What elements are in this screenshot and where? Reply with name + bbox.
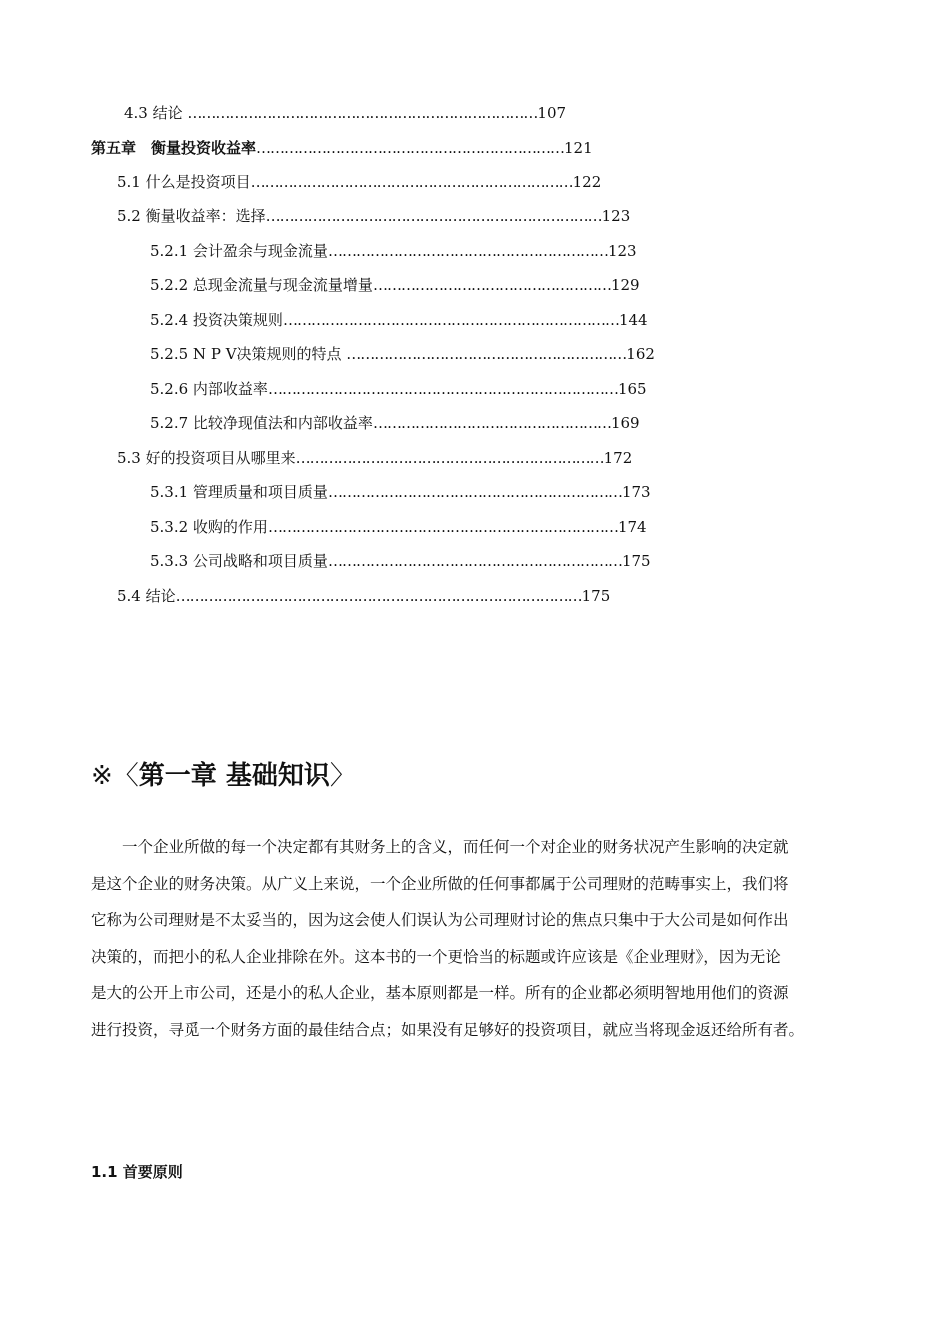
- paragraph-line: 它称为公司理财是不太妥当的，因为这会使人们误认为公司理财讨论的焦点只集中于大公司是如何作出: [91, 911, 789, 929]
- toc-page: 172: [603, 449, 633, 467]
- toc-label: 5.2.4 投资决策规则: [150, 311, 283, 329]
- toc-page: 123: [601, 207, 631, 225]
- chapter-title-text: 第一章 基础知识: [138, 761, 330, 791]
- toc-page: 123: [607, 242, 637, 260]
- toc-page: 129: [610, 276, 640, 294]
- toc-page: 174: [617, 518, 647, 536]
- paragraph-line: 是大的公开上市公司，还是小的私人企业，基本原则都是一样。所有的企业都必须明智地用他们的资源: [91, 984, 789, 1002]
- toc-page: 107: [537, 104, 567, 122]
- toc-page: 173: [621, 483, 651, 501]
- toc-entry-chapter[interactable]: [91, 138, 593, 158]
- toc-leader: ……………………………………………………………………………: [175, 587, 582, 605]
- paragraph-line: 决策的，而把小的私人企业排除在外。这本书的一个更恰当的标题或许应该是《企业理财》，因为无论: [91, 947, 781, 966]
- toc-leader: ……………………………………………………………: [250, 173, 573, 191]
- toc-leader: …………………………………………………………: [256, 139, 565, 157]
- paragraph-line: 一个企业所做的每一个决定都有其财务上的含义，而任何一个对企业的财务状况产生影响的决定就: [91, 838, 789, 856]
- chapter-heading: [91, 756, 356, 796]
- toc-entry[interactable]: [117, 586, 610, 606]
- toc-page: 175: [581, 587, 611, 605]
- toc-page: 162: [626, 345, 655, 363]
- toc-entry[interactable]: [150, 482, 651, 502]
- toc-leader: ……………………………………………………: [346, 345, 627, 363]
- toc-leader: …………………………………………………………: [295, 449, 604, 467]
- toc-label: 5.2 衡量收益率：选择: [117, 207, 266, 225]
- toc-label: 5.2.6 内部收益率: [150, 380, 268, 398]
- toc-page: 175: [621, 552, 651, 570]
- toc-leader: ……………………………………………………: [327, 242, 608, 260]
- chapter-title-close: 〉: [329, 761, 356, 791]
- toc-entry[interactable]: [150, 275, 640, 295]
- toc-page: 169: [610, 414, 640, 432]
- reference-mark: ※〈: [91, 761, 139, 791]
- toc-leader: ……………………………………………: [372, 414, 611, 432]
- toc-label: 5.3.1 管理质量和项目质量: [150, 483, 328, 501]
- toc-page: 121: [564, 139, 593, 157]
- toc-leader: ……………………………………………: [372, 276, 611, 294]
- paragraph-line: 进行投资，寻觅一个财务方面的最佳结合点；如果没有足够好的投资项目，就应当将现金返还给所有者。: [91, 1020, 805, 1039]
- toc-label: 5.3.3 公司战略和项目质量: [150, 552, 328, 570]
- toc-leader: …………………………………………………………………: [267, 518, 618, 536]
- toc-entry[interactable]: [150, 344, 655, 364]
- toc-leader: ………………………………………………………………: [282, 311, 619, 329]
- toc-leader: ………………………………………………………: [327, 552, 622, 570]
- toc-page: 144: [618, 311, 648, 329]
- toc-label: 5.4 结论: [117, 587, 176, 605]
- paragraph-line: 是这个企业的财务决策。从广义上来说，一个企业所做的任何事都属于公司理财的范畴事实上，我们将: [91, 874, 789, 893]
- toc-label: 5.3.2 收购的作用: [150, 518, 268, 536]
- toc-label: 4.3 结论: [124, 104, 188, 122]
- toc-label: 5.2.5 N P V决策规则的特点: [150, 345, 347, 363]
- toc-leader: ………………………………………………………: [327, 483, 622, 501]
- toc-entry[interactable]: [117, 206, 630, 226]
- toc-page: 122: [572, 173, 602, 191]
- toc-entry[interactable]: [117, 448, 632, 468]
- toc-entry[interactable]: [150, 517, 647, 537]
- toc-entry[interactable]: [150, 379, 647, 399]
- toc-entry[interactable]: [150, 551, 651, 571]
- toc-leader: ………………………………………………………………: [265, 207, 602, 225]
- toc-label: 第五章 衡量投资收益率: [91, 139, 257, 157]
- section-heading: 1.1 首要原则: [91, 1163, 183, 1181]
- toc-entry[interactable]: [150, 413, 640, 433]
- toc-label: 5.2.7 比较净现值法和内部收益率: [150, 414, 373, 432]
- toc-label: 5.2.1 会计盈余与现金流量: [150, 242, 328, 260]
- toc-leader: …………………………………………………………………: [267, 380, 618, 398]
- toc-entry[interactable]: [117, 172, 601, 192]
- toc-label: 5.3 好的投资项目从哪里来: [117, 449, 296, 467]
- toc-leader: …………………………………………………………………: [187, 104, 538, 122]
- toc-label: 5.2.2 总现金流量与现金流量增量: [150, 276, 373, 294]
- toc-entry[interactable]: [150, 310, 648, 330]
- toc-entry[interactable]: [150, 241, 637, 261]
- body-paragraph: [91, 829, 861, 1048]
- toc-entry[interactable]: [124, 103, 566, 123]
- toc-label: 5.1 什么是投资项目: [117, 173, 251, 191]
- toc-page: 165: [617, 380, 647, 398]
